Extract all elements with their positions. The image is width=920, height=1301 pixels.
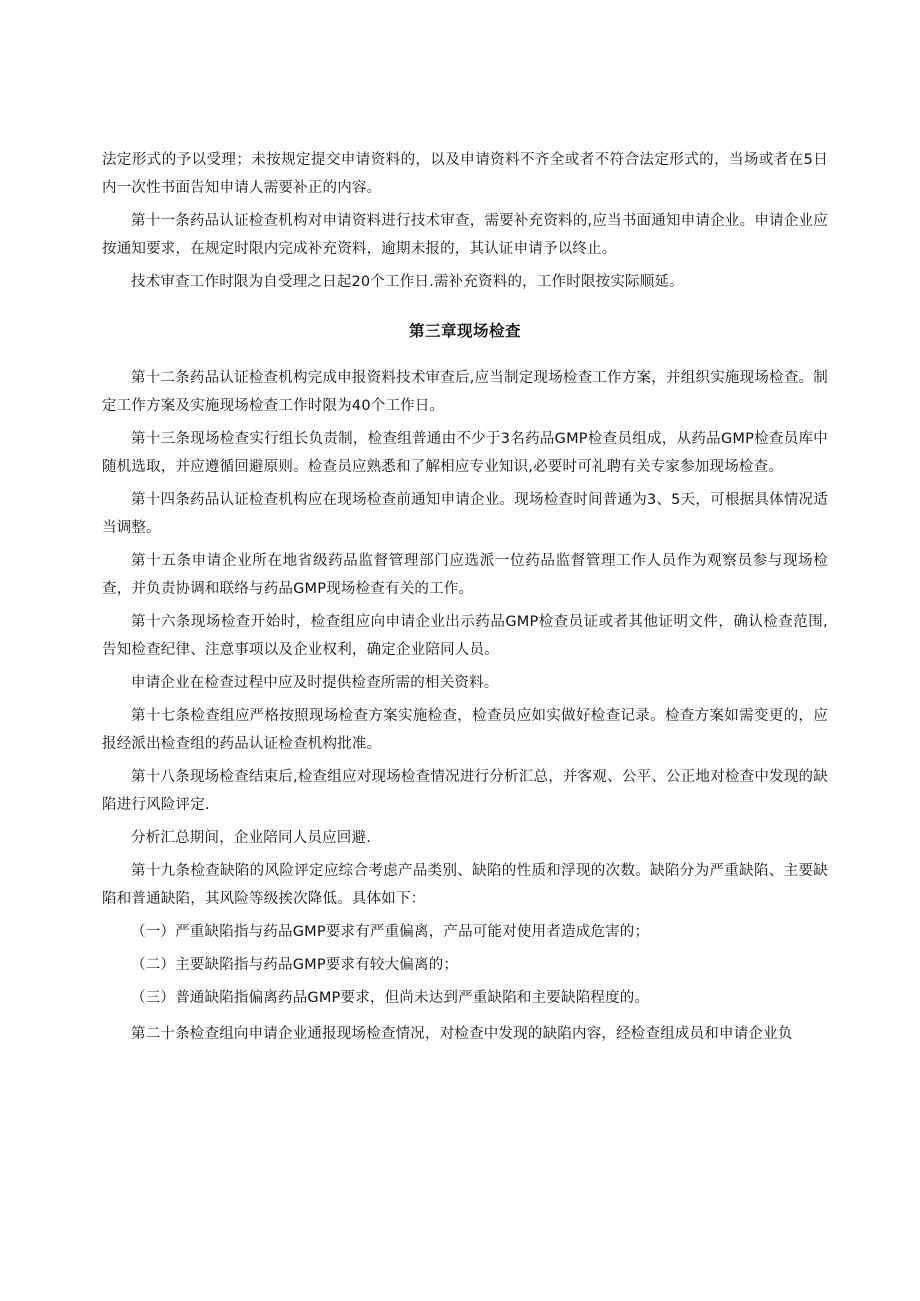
paragraph-article-13: 第十三条现场检查实行组长负责制，检查组普通由不少于3名药品GMP检查员组成，从药品GMP检查员库中随机选取，并应遵循回避原则。检查员应熟悉和了解相应专业知识,必要时可礼聘有关专家参加现场检查。: [102, 431, 828, 475]
paragraph-avoidance: 分析汇总期间，企业陪同人员应回避.: [131, 830, 372, 846]
paragraph-article-11: 第十一条药品认证检查机构对申请资料进行技术审查，需要补充资料的,应当书面通知申请企业。申请企业应按通知要求，在规定时限内完成补充资料，逾期未报的，其认证申请予以终止。: [102, 213, 828, 257]
paragraph-article-15: 第十五条申请企业所在地省级药品监督管理部门应选派一位药品监督管理工作人员作为观察员参与现场检查，并负责协调和联络与药品GMP现场检查有关的工作。: [102, 553, 828, 597]
paragraph-article-12: 第十二条药品认证检查机构完成申报资料技术审查后,应当制定现场检查工作方案，并组织实施现场检查。制定工作方案及实施现场检查工作时限为40个工作日。: [102, 370, 828, 414]
paragraph-technical-review-time: 技术审查工作时限为自受理之日起20个工作日.需补充资料的，工作时限按实际顺延。: [131, 274, 684, 290]
paragraph-article-16: 第十六条现场检查开始时，检查组应向申请企业出示药品GMP检查员证或者其他证明文件，确认检查范围,告知检查纪律、注意事项以及企业权利，确定企业陪同人员。: [102, 614, 828, 658]
paragraph-article-19: 第十九条检查缺陷的风险评定应综合考虑产品类别、缺陷的性质和浮现的次数。缺陷分为严重缺陷、主要缺陷和普通缺陷，其风险等级挨次降低。具体如下：: [102, 863, 828, 907]
list-item-general-defect: （三）普通缺陷指偏离药品GMP要求，但尚未达到严重缺陷和主要缺陷程度的。: [131, 990, 650, 1006]
list-item-major-defect: （二）主要缺陷指与药品GMP要求有较大偏离的；: [131, 957, 459, 973]
paragraph-continuation: 法定形式的予以受理；未按规定提交申请资料的，以及申请资料不齐全或者不符合法定形式的，当场或者在5日内一次性书面告知申请人需要补正的内容。: [102, 152, 828, 196]
paragraph-article-14: 第十四条药品认证检查机构应在现场检查前通知申请企业。现场检查时间普通为3、5天，可根据具体情况适当调整。: [102, 492, 828, 536]
chapter-heading: 第三章现场检查: [408, 322, 521, 340]
list-item-severe-defect: （一）严重缺陷指与药品GMP要求有严重偏离，产品可能对使用者造成危害的；: [131, 924, 650, 940]
paragraph-article-20: 第二十条检查组向申请企业通报现场检查情况，对检查中发现的缺陷内容，经检查组成员和申请企业负: [131, 1026, 793, 1042]
paragraph-provide-materials: 申请企业在检查过程中应及时提供检查所需的相关资料。: [131, 675, 499, 691]
paragraph-article-17: 第十七条检查组应严格按照现场检查方案实施检查，检查员应如实做好检查记录。检查方案如需变更的，应报经派出检查组的药品认证检查机构批准。: [102, 708, 828, 752]
paragraph-article-18: 第十八条现场检查结束后,检查组应对现场检查情况进行分析汇总，并客观、公平、公正地对检查中发现的缺陷进行风险评定.: [102, 769, 828, 813]
